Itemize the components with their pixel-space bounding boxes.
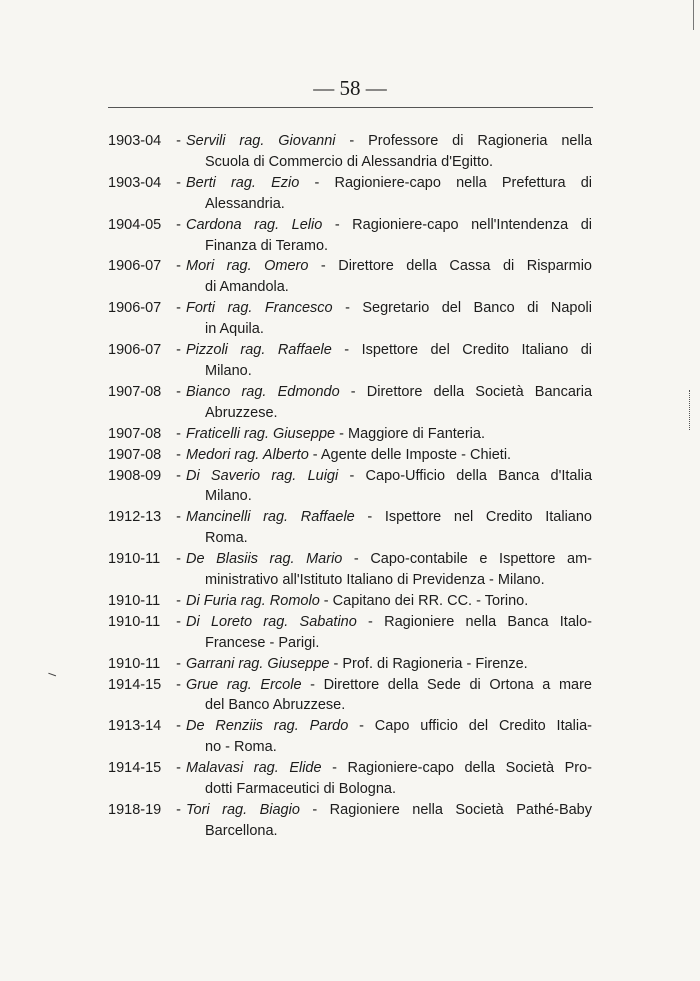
separator-dash: - <box>176 174 181 191</box>
entry-first-line <box>186 758 592 779</box>
entry-content <box>186 591 592 612</box>
entry-content <box>186 612 592 633</box>
name-separator: - <box>331 342 362 359</box>
entry-content <box>186 445 592 466</box>
name-separator: - <box>308 258 339 275</box>
separator-dash: - <box>176 425 181 442</box>
separator-dash: - <box>176 446 181 463</box>
name-separator: - <box>308 446 321 463</box>
entry-name: De Blasiis rag. Mario <box>186 551 343 568</box>
list-item <box>108 716 592 737</box>
separator-dash: - <box>176 718 181 735</box>
entry-year: 1910-11 <box>108 592 161 609</box>
entry-content <box>186 507 592 528</box>
entry-continuation: ministrativo all'Istituto Italiano di Previdenza - Milano. <box>205 572 545 589</box>
entry-first-line <box>186 466 592 487</box>
separator-dash: - <box>176 613 181 630</box>
entry-continuation: Francese - Parigi. <box>205 634 320 651</box>
entry-year: 1907-08 <box>108 425 162 442</box>
name-separator: - <box>335 425 348 442</box>
entry-first-line <box>186 298 592 319</box>
entry-first-line <box>186 675 592 696</box>
name-separator: - <box>319 592 333 609</box>
list-item <box>108 215 592 236</box>
entry-first-line <box>186 654 592 675</box>
entry-year: 1910-11 <box>108 655 161 672</box>
entry-first-line <box>186 800 592 821</box>
list-item <box>108 382 592 403</box>
entry-description: Ispettore del Credito Italiano di <box>361 342 593 359</box>
entry-content <box>186 298 592 319</box>
entry-description: Ragioniere nella Banca Italo- <box>384 613 593 630</box>
name-separator: - <box>299 802 330 818</box>
entry-name: De Renziis rag. Pardo <box>186 718 349 735</box>
entry-year: 1908-09 <box>108 467 162 484</box>
name-separator: - <box>338 467 366 484</box>
entry-content <box>186 215 592 236</box>
entry-name: Di Saverio rag. Luigi <box>186 467 339 484</box>
name-separator: - <box>332 300 363 317</box>
entry-content <box>186 173 592 194</box>
entry-continuation: di Amandola. <box>205 279 289 296</box>
entry-year: 1914-15 <box>108 676 162 693</box>
entry-name: Bianco rag. Edmondo <box>186 383 340 400</box>
entry-year: 1914-15 <box>108 760 162 777</box>
entry-year: 1907-08 <box>108 446 162 463</box>
separator-dash: - <box>176 760 181 777</box>
entry-continuation: Barcellona. <box>205 822 278 839</box>
entry-name: Cardona rag. Lelio <box>186 216 323 233</box>
margin-smudge <box>689 390 691 430</box>
entry-name: Tori rag. Biagio <box>186 802 300 818</box>
entry-year: 1903-04 <box>108 174 162 191</box>
entry-year: 1910-11 <box>108 551 161 568</box>
entry-year: 1910-11 <box>108 613 161 630</box>
separator-dash: - <box>176 655 181 672</box>
entry-first-line <box>186 256 592 277</box>
entry-year: 1907-08 <box>108 383 162 400</box>
entry-content <box>186 654 592 675</box>
name-separator: - <box>335 133 369 149</box>
entry-description: Segretario del Banco di Napoli <box>362 300 592 317</box>
entry-name: Servili rag. Giovanni <box>186 133 336 149</box>
separator-dash: - <box>176 467 181 484</box>
separator-dash: - <box>176 676 181 693</box>
name-separator: - <box>299 174 335 191</box>
list-item <box>108 298 592 319</box>
list-item <box>108 507 592 528</box>
name-separator: - <box>356 613 385 630</box>
name-separator: - <box>321 760 348 777</box>
entry-year: 1906-07 <box>108 342 162 359</box>
entry-description: Capitano dei RR. CC. - Torino. <box>332 592 529 609</box>
page-number: — 58 — <box>313 76 387 100</box>
separator-dash: - <box>176 383 181 400</box>
entry-content <box>186 758 592 779</box>
entry-content <box>186 800 592 821</box>
entry-continuation: Abruzzese. <box>205 404 278 421</box>
entry-name: Fraticelli rag. Giuseppe <box>186 425 336 442</box>
entry-first-line <box>186 131 592 152</box>
list-item <box>108 800 592 821</box>
entry-continuation: Milano. <box>205 488 252 505</box>
entry-first-line <box>186 340 592 361</box>
entry-first-line <box>186 549 592 570</box>
list-item <box>108 466 592 487</box>
entry-description: Ragioniere-capo nell'Intendenza di <box>352 216 592 233</box>
list-item <box>108 675 592 696</box>
separator-dash: - <box>176 133 181 149</box>
separator-dash: - <box>176 216 181 233</box>
entry-description: Direttore della Società Bancaria <box>366 383 593 400</box>
entry-first-line <box>186 716 592 737</box>
list-item <box>108 549 592 570</box>
entry-content <box>186 675 592 696</box>
entry-continuation: Milano. <box>205 362 252 379</box>
entry-description: Agente delle Imposte - Chieti. <box>320 446 512 463</box>
entry-description: Capo-contabile e Ispettore am- <box>370 551 593 568</box>
entry-first-line <box>186 591 592 612</box>
entry-name: Garrani rag. Giuseppe <box>186 655 330 672</box>
entry-name: Forti rag. Francesco <box>186 300 333 317</box>
separator-dash: - <box>176 300 181 317</box>
entry-content <box>186 256 592 277</box>
name-separator: - <box>339 383 367 400</box>
entry-content <box>186 131 592 152</box>
name-separator: - <box>329 655 343 672</box>
entry-year: 1912-13 <box>108 509 162 526</box>
separator-dash: - <box>176 802 181 818</box>
margin-tick <box>48 673 56 678</box>
entry-description: Capo-Ufficio della Banca d'Italia <box>365 467 593 484</box>
entry-name: Mori rag. Omero <box>186 258 309 275</box>
entry-content <box>186 424 592 445</box>
list-item <box>108 654 592 675</box>
entry-year: 1906-07 <box>108 300 162 317</box>
entry-continuation: in Aquila. <box>205 321 264 338</box>
entry-description: Direttore della Sede di Ortona a mare <box>323 676 592 693</box>
list-item <box>108 424 592 445</box>
entry-first-line <box>186 612 592 633</box>
entry-continuation: Roma. <box>205 530 248 547</box>
list-item <box>108 445 592 466</box>
entry-year: 1918-19 <box>108 802 162 818</box>
entry-content <box>186 466 592 487</box>
entry-content <box>186 549 592 570</box>
entry-description: Professore di Ragioneria nella <box>368 133 593 149</box>
entry-description: Direttore della Cassa di Risparmio <box>338 258 592 275</box>
separator-dash: - <box>176 342 181 359</box>
entry-continuation: Finanza di Teramo. <box>205 237 329 254</box>
entry-year: 1904-05 <box>108 216 162 233</box>
separator-dash: - <box>176 258 181 275</box>
entry-name: Di Loreto rag. Sabatino <box>186 613 357 630</box>
entry-description: Prof. di Ragioneria - Firenze. <box>342 655 528 672</box>
header-rule <box>108 107 593 108</box>
entry-continuation: del Banco Abruzzese. <box>205 697 346 714</box>
separator-dash: - <box>176 509 181 526</box>
entry-continuation: Scuola di Commercio di Alessandria d'Egitto. <box>205 153 494 170</box>
entry-name: Malavasi rag. Elide <box>186 760 322 777</box>
entry-name: Grue rag. Ercole <box>186 676 302 693</box>
entry-content <box>186 382 592 403</box>
list-item <box>108 591 592 612</box>
entry-year: 1906-07 <box>108 258 162 275</box>
entry-description: Ispettore nel Credito Italiano <box>384 509 592 526</box>
entry-first-line <box>186 445 592 466</box>
separator-dash: - <box>176 551 181 568</box>
entry-description: Ragioniere nella Società Pathé-Baby <box>329 802 592 818</box>
edge-line <box>693 0 695 30</box>
entry-list <box>108 131 592 842</box>
entry-continuation: no - Roma. <box>205 739 277 756</box>
entry-name: Mancinelli rag. Raffaele <box>186 509 355 526</box>
list-item <box>108 340 592 361</box>
entry-description: Ragioniere-capo della Società Pro- <box>347 760 592 777</box>
entry-year: 1903-04 <box>108 133 162 149</box>
entry-name: Pizzoli rag. Raffaele <box>186 342 332 359</box>
name-separator: - <box>348 718 375 735</box>
list-item <box>108 131 592 152</box>
name-separator: - <box>301 676 324 693</box>
entry-description: Maggiore di Fanteria. <box>347 425 485 442</box>
entry-description: Capo ufficio del Credito Italia- <box>374 718 592 735</box>
list-item <box>108 612 592 633</box>
entry-name: Medori rag. Alberto <box>186 446 309 463</box>
list-item <box>108 758 592 779</box>
list-item <box>108 256 592 277</box>
list-item <box>108 173 592 194</box>
entry-first-line <box>186 424 592 445</box>
entry-description: Ragioniere-capo nella Prefettura di <box>334 174 593 191</box>
entry-first-line <box>186 507 592 528</box>
entry-content <box>186 716 592 737</box>
separator-dash: - <box>176 592 181 609</box>
entry-name: Di Furia rag. Romolo <box>186 592 320 609</box>
entry-continuation: dotti Farmaceutici di Bologna. <box>205 781 397 798</box>
entry-first-line <box>186 382 592 403</box>
entry-name: Berti rag. Ezio <box>186 174 300 191</box>
entry-year: 1913-14 <box>108 718 162 735</box>
name-separator: - <box>354 509 385 526</box>
name-separator: - <box>342 551 371 568</box>
entry-first-line <box>186 215 592 236</box>
name-separator: - <box>322 216 353 233</box>
entry-continuation: Alessandria. <box>205 195 285 212</box>
entry-first-line <box>186 173 592 194</box>
entry-content <box>186 340 592 361</box>
